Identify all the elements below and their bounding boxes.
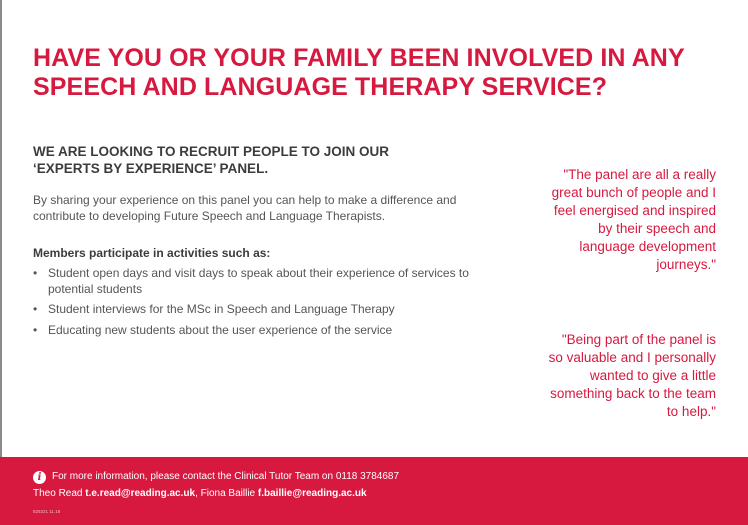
bullet-icon: • (33, 322, 38, 337)
testimonial-quote-2: "Being part of the panel is so valuable and I personally wanted to give a little something back to the team to help." (548, 332, 716, 419)
contact-email-link[interactable]: f.baillie@reading.ac.uk (257, 488, 367, 499)
contact-footer (0, 457, 748, 525)
left-border-line (0, 0, 2, 525)
info-icon: i (33, 471, 46, 484)
activity-text: Student open days and visit days to speak about their experience of services to potential students (48, 266, 469, 296)
list-item (33, 266, 483, 297)
contact-name: Theo Read (33, 488, 83, 499)
contact-name: Fiona Baillie (200, 488, 256, 499)
page-headline: HAVE YOU OR YOUR FAMILY BEEN INVOLVED IN ANY SPEECH AND LANGUAGE THERAPY SERVICE? (33, 44, 685, 101)
intro-paragraph: By sharing your experience on this panel you can help to make a difference and contribute to developing Future Speech and Language Therapists. (33, 193, 457, 223)
info-row (33, 470, 399, 484)
activities-list (33, 266, 483, 343)
list-item (33, 323, 483, 339)
document-code: 825321 11.18 (33, 509, 61, 514)
bullet-icon: • (33, 302, 38, 316)
recruitment-subheading: WE ARE LOOKING TO RECRUIT PEOPLE TO JOIN OUR ‘EXPERTS BY EXPERIENCE’ PANEL. (33, 144, 390, 176)
testimonial-quote-1: "The panel are all a really great bunch of people and I feel energised and inspired by their speech and language development journeys." (551, 167, 716, 272)
contact-email-link[interactable]: t.e.read@reading.ac.uk (85, 488, 196, 499)
activity-text: Educating new students about the user experience of the service (48, 322, 393, 337)
activity-text: Student interviews for the MSc in Speech and Language Therapy (48, 302, 395, 316)
contact-row: Theo Read t.e.read@reading.ac.uk, Fiona Baillie f.baillie@reading.ac.uk (33, 488, 367, 499)
bullet-icon: • (33, 266, 38, 280)
list-item (33, 302, 483, 318)
members-heading: Members participate in activities such as: (33, 246, 271, 260)
info-text: For more information, please contact the Clinical Tutor Team on 0118 3784687 (52, 471, 400, 482)
